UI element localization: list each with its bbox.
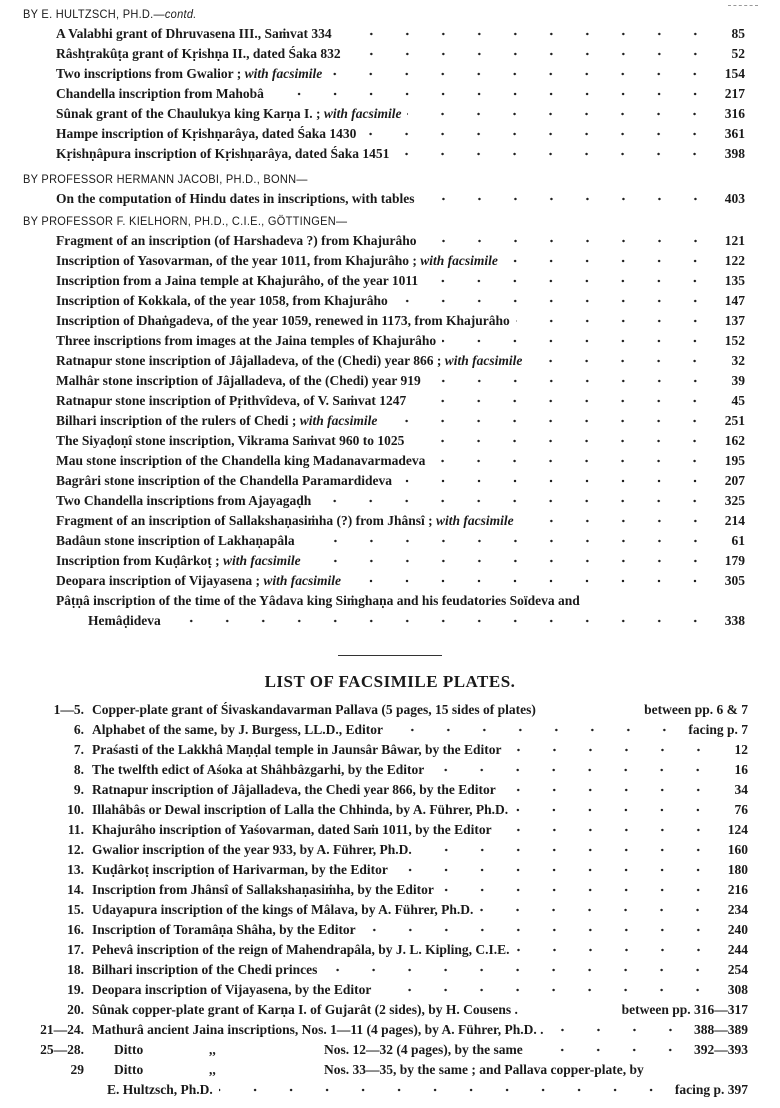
dot-leader (498, 828, 716, 832)
entry-facsimile-note: with facsimile (420, 253, 498, 268)
section-header (0, 211, 718, 231)
entry-text: The Siyaḍoṇî stone inscription, Vikrama Saṁvat 960 to 1025 (56, 433, 405, 448)
entry-title (56, 571, 341, 591)
entry-text: Chandella inscription from Mahobâ (56, 86, 264, 101)
plate-number: 12. (67, 842, 84, 857)
entry-text: Deopara inscription of Vijayasena ; (56, 573, 264, 588)
section-header-suffix: contd. (164, 7, 197, 21)
plate-entry (0, 920, 780, 940)
entry-title (56, 231, 417, 251)
dot-leader (395, 152, 713, 156)
plates-list (0, 700, 780, 1100)
entry-text: Mau stone inscription of the Chandella king Madanavarmadeva (56, 453, 426, 468)
contents-entry (0, 331, 780, 351)
entry-facsimile-note: with facsimile (223, 553, 301, 568)
plate-entry (0, 1000, 780, 1020)
dot-leader (542, 708, 638, 712)
plate-title: Gwalior inscription of the year 933, by A. Führer, Ph.D. (92, 842, 412, 857)
plate-page: 240 (727, 922, 748, 937)
entry-text: Inscription of Yasovarman, of the year 1011, from Khajurâho ; (56, 253, 421, 268)
contents-entry (0, 411, 780, 431)
ditto-text: Ditto (114, 1042, 144, 1057)
dot-leader (167, 619, 713, 623)
entry-title (56, 331, 436, 351)
page-number: 162 (724, 433, 745, 448)
plate-entry (0, 780, 780, 800)
dot-leader (529, 1048, 688, 1052)
plate-page: 388—389 (694, 1022, 748, 1037)
page-number: 32 (731, 353, 745, 368)
plate-number: 8. (73, 762, 84, 777)
plate-entry (0, 900, 780, 920)
dot-leader (502, 788, 716, 792)
plate-title-cont: E. Hultzsch, Ph.D. (107, 1082, 213, 1097)
plate-entry (0, 1040, 780, 1060)
entry-facsimile-note: with facsimile (436, 513, 514, 528)
plate-entry (0, 860, 780, 880)
contents-entry-continuation (0, 611, 780, 631)
page-number: 217 (724, 86, 745, 101)
contents-entry (0, 351, 780, 371)
dot-leader (516, 948, 716, 952)
plate-title: Bilhari inscription of the Chedi princes (92, 962, 318, 977)
entry-facsimile-note: with facsimile (263, 573, 341, 588)
dot-leader (479, 908, 716, 912)
plate-entry (0, 700, 780, 720)
plate-page: facing p. 397 (674, 1082, 748, 1097)
entry-title (56, 451, 425, 471)
plate-entry (0, 940, 780, 960)
page-number: 154 (724, 66, 745, 81)
dot-leader (528, 359, 713, 363)
dot-leader (423, 239, 714, 243)
entry-text: On the computation of Hindu dates in inscriptions, with tables (56, 191, 415, 206)
plate-title: Khajurâho inscription of Yaśovarman, dated Saṁ 1011, by the Editor (92, 822, 492, 837)
plate-page: 308 (727, 982, 748, 997)
contents-entry (0, 591, 780, 611)
dot-leader (394, 868, 716, 872)
plate-title: The twelfth edict of Aśoka at Shâhbâzgarhi, by the Editor (92, 762, 425, 777)
section-header (0, 169, 718, 189)
plate-entry (0, 720, 780, 740)
contents-entry (0, 104, 780, 124)
plate-number: 6. (73, 722, 84, 737)
plate-number: 13. (67, 862, 84, 877)
plate-number: 7. (73, 742, 84, 757)
entry-text: Badâun stone inscription of Lakhaṇapâla (56, 533, 295, 548)
plate-page: 160 (727, 842, 748, 857)
entry-text-cont: Hemâḍideva (88, 613, 161, 628)
plate-page: 234 (727, 902, 748, 917)
page-number: 85 (731, 26, 745, 41)
section-header-text: BY E. HULTZSCH, PH.D.— (23, 7, 165, 21)
dot-leader (550, 1028, 688, 1032)
ditto-mark: ,, (209, 1042, 216, 1057)
plate-number: 11. (67, 822, 84, 837)
plate-title: Nos. 12—32 (4 pages), by the same (324, 1042, 523, 1057)
plate-number: 14. (67, 882, 84, 897)
entry-title (56, 531, 295, 551)
plate-page: 254 (727, 962, 748, 977)
plate-entry (0, 960, 780, 980)
contents-entry (0, 231, 780, 251)
page-number: 214 (724, 513, 745, 528)
contents-entry (0, 371, 780, 391)
plate-page: 392—393 (694, 1042, 748, 1057)
entry-text: Hampe inscription of Kṛishṇarâya, dated Śaka 1430 (56, 126, 357, 141)
dot-leader (377, 988, 716, 992)
page-number: 361 (724, 126, 745, 141)
entry-text: Inscription from a Jaina temple at Khajurâho, of the year 1011 (56, 273, 419, 288)
plate-page: 16 (734, 762, 748, 777)
page-number: 39 (731, 373, 745, 388)
plate-number: 20. (67, 1002, 84, 1017)
entry-title (56, 471, 392, 491)
dot-leader (219, 1088, 669, 1092)
dot-leader (347, 52, 713, 56)
plate-entry (0, 760, 780, 780)
entry-title (56, 144, 389, 164)
plate-page: 124 (727, 822, 748, 837)
dot-leader (323, 968, 716, 972)
contents-entry (0, 291, 780, 311)
dot-leader (431, 459, 713, 463)
page-number: 305 (724, 573, 745, 588)
dot-leader (412, 399, 713, 403)
page-number: 325 (724, 493, 745, 508)
entry-text: Ratnapur stone inscription of Pṛithvîdeva, of V. Saṁvat 1247 (56, 393, 407, 408)
plate-number: 9. (73, 782, 84, 797)
page-number: 45 (731, 393, 745, 408)
entry-text: Ratnapur stone inscription of Jâjalladeva, of the (Chedi) year 866 ; (56, 353, 445, 368)
contents-entry (0, 471, 780, 491)
page-number: 121 (724, 233, 745, 248)
entry-text: Malhâr stone inscription of Jâjalladeva, of the (Chedi) year 919 (56, 373, 421, 388)
plate-entry-continuation (0, 1080, 780, 1100)
dot-leader (328, 72, 713, 76)
plate-page: 216 (727, 882, 748, 897)
entry-text: Inscription of Dhaṅgadeva, of the year 1059, renewed in 1173, from Khajurâho (56, 313, 510, 328)
dot-leader (338, 32, 713, 36)
page-number: 122 (724, 253, 745, 268)
dot-leader (424, 279, 713, 283)
section-2 (0, 211, 780, 631)
plate-number: 16. (67, 922, 84, 937)
entry-text: Inscription from Kuḍârkoṭ ; (56, 553, 224, 568)
contents-entry (0, 271, 780, 291)
entry-title (56, 391, 406, 411)
plate-entry (0, 1060, 780, 1080)
dot-leader (317, 499, 713, 503)
plate-title: Illahâbâs or Dewal inscription of Lalla the Chhinda, by A. Führer, Ph.D. (92, 802, 509, 817)
page-number: 195 (724, 453, 745, 468)
contents-entry (0, 551, 780, 571)
plate-page: 12 (734, 742, 748, 757)
contents-entry (0, 491, 780, 511)
plate-title: Copper-plate grant of Śivaskandavarman Pallava (5 pages, 15 sides of plates) (92, 702, 536, 717)
plate-number: 15. (67, 902, 84, 917)
entry-text: Râshṭrakûṭa grant of Kṛishṇa II., dated Śaka 832 (56, 46, 341, 61)
contents-entry (0, 311, 780, 331)
page-number: 179 (724, 553, 745, 568)
plate-number: 19. (67, 982, 84, 997)
page-number: 152 (724, 333, 745, 348)
entry-title (56, 431, 404, 451)
contents-entry (0, 431, 780, 451)
entry-title (56, 104, 401, 124)
entry-text: Fragment of an inscription of Sallakshaṇasiṁha (?) from Jhânsî ; (56, 513, 437, 528)
dot-leader (270, 92, 713, 96)
dot-leader (394, 299, 713, 303)
plate-page: between pp. 316—317 (621, 1002, 748, 1017)
entry-text: A Valabhi grant of Dhruvasena III., Saṁvat 334 (56, 26, 332, 41)
dot-leader (520, 519, 713, 523)
entry-text: Bilhari inscription of the rulers of Chedi ; (56, 413, 300, 428)
plate-entry (0, 1020, 780, 1040)
contents-entry (0, 511, 780, 531)
page-number: 52 (731, 46, 745, 61)
ditto-mark: ,, (209, 1062, 216, 1077)
contents-entry (0, 144, 780, 164)
page-number: 398 (724, 146, 745, 161)
plate-title: Mathurâ ancient Jaina inscriptions, Nos. 1—11 (4 pages), by A. Führer, Ph.D. . (92, 1022, 544, 1037)
plate-title: Nos. 33—35, by the same ; and Pallava copper-plate, by (324, 1062, 644, 1077)
entry-text: Pâṭṇâ inscription of the time of the Yâdava king Siṁghaṇa and his feudatories Soïdeva and (56, 593, 580, 608)
page-number: 251 (724, 413, 745, 428)
entry-title (56, 351, 522, 371)
dot-leader (442, 339, 713, 343)
contents-entry (0, 391, 780, 411)
entry-title (56, 411, 377, 431)
dot-leader (421, 197, 713, 201)
entry-text: Inscription of Kokkala, of the year 1058, from Khajurâho (56, 293, 388, 308)
dot-leader (347, 579, 713, 583)
plates-title: LIST OF FACSIMILE PLATES. (264, 672, 516, 691)
plate-entry (0, 800, 780, 820)
entry-title (56, 291, 388, 311)
plate-title: Inscription from Jhânsî of Sallakshaṇasiṁha, by the Editor (92, 882, 434, 897)
dot-leader (440, 888, 716, 892)
entry-title (56, 24, 332, 44)
plate-entry (0, 840, 780, 860)
entry-text: Bagrâri stone inscription of the Chandella Paramardideva (56, 473, 392, 488)
dot-leader (430, 768, 716, 772)
dot-leader (362, 132, 713, 136)
contents-entry (0, 84, 780, 104)
page-number: 137 (724, 313, 745, 328)
plate-page: 76 (734, 802, 748, 817)
entry-title (56, 189, 415, 209)
plate-number: 29 (70, 1062, 84, 1077)
entry-facsimile-note: with facsimile (444, 353, 523, 368)
dot-leader (383, 419, 713, 423)
plate-page: 180 (727, 862, 748, 877)
divider-rule (338, 655, 442, 656)
page-number: 147 (724, 293, 745, 308)
contents-entry (0, 64, 780, 84)
plate-number: 10. (67, 802, 84, 817)
dot-leader (301, 539, 713, 543)
entry-text: Two Chandella inscriptions from Ajayagaḍh (56, 493, 312, 508)
plate-title: Alphabet of the same, by J. Burgess, LL.D., Editor (92, 722, 384, 737)
entry-title (56, 84, 264, 104)
dot-leader (407, 112, 713, 116)
dot-leader (410, 439, 713, 443)
dot-leader (362, 928, 716, 932)
plate-number: 1—5. (53, 702, 84, 717)
dot-leader (389, 728, 682, 732)
plate-title: Deopara inscription of Vijayasena, by the Editor (92, 982, 372, 997)
plate-page: 244 (727, 942, 748, 957)
section-0 (0, 4, 780, 164)
plate-entry (0, 980, 780, 1000)
section-header (0, 4, 718, 24)
entry-title (56, 124, 356, 144)
plate-title: Ratnapur inscription of Jâjalladeva, the Chedi year 866, by the Editor (92, 782, 496, 797)
page-number: 61 (731, 533, 745, 548)
page-number: 316 (724, 106, 745, 121)
entry-text: Two inscriptions from Gwalior ; (56, 66, 245, 81)
ditto-text: Ditto (114, 1062, 144, 1077)
contents-entry (0, 571, 780, 591)
dot-leader (508, 748, 716, 752)
plate-number: 17. (67, 942, 84, 957)
entry-title (56, 271, 418, 291)
section-1 (0, 169, 780, 209)
page-number: 403 (724, 191, 745, 206)
entry-title (56, 511, 514, 531)
entry-facsimile-note: with facsimile (323, 106, 402, 121)
plate-title: Udayapura inscription of the kings of Mâlava, by A. Führer, Ph.D. (92, 902, 474, 917)
contents-entry (0, 451, 780, 471)
entry-text: Kṛishṇâpura inscription of Kṛishṇarâya, dated Śaka 1451 (56, 146, 390, 161)
plate-title: Kuḍârkoṭ inscription of Harivarman, by the Editor (92, 862, 388, 877)
plate-page: 34 (734, 782, 748, 797)
plate-entry (0, 740, 780, 760)
entry-text: Three inscriptions from images at the Jaina temples of Khajurâho (56, 333, 437, 348)
entry-title (56, 251, 498, 271)
plate-title: Praśasti of the Lakkhâ Maṇḍal temple in Jaunsâr Bâwar, by the Editor (92, 742, 502, 757)
dot-leader (418, 848, 716, 852)
plate-entry (0, 820, 780, 840)
dot-leader (524, 1008, 616, 1012)
contents-entry (0, 251, 780, 271)
plate-number: 18. (67, 962, 84, 977)
section-header-text: BY PROFESSOR F. KIELHORN, PH.D., C.I.E., GÖTTINGEN— (23, 214, 348, 228)
plate-number: 21—24. (40, 1022, 84, 1037)
section-header-text: BY PROFESSOR HERMANN JACOBI, PH.D., BONN— (23, 172, 308, 186)
contents-entry (0, 44, 780, 64)
entry-facsimile-note: with facsimile (244, 66, 323, 81)
dot-leader (427, 379, 713, 383)
dot-leader (514, 808, 716, 812)
entry-text: Fragment of an inscription (of Harshadeva ?) from Khajurâho (56, 233, 417, 248)
entry-title (56, 44, 341, 64)
contents-entry (0, 531, 780, 551)
entry-title (56, 591, 580, 611)
dot-leader (307, 559, 713, 563)
plate-entry (0, 880, 780, 900)
entry-facsimile-note: with facsimile (299, 413, 378, 428)
plate-title: Sûnak copper-plate grant of Karṇa I. of Gujarât (2 sides), by H. Cousens . (92, 1002, 518, 1017)
entry-title (56, 551, 301, 571)
contents-entry (0, 24, 780, 44)
entry-title (56, 64, 322, 84)
plate-page: facing p. 7 (688, 722, 748, 737)
contents-entry (0, 189, 780, 209)
entry-text: Sûnak grant of the Chaulukya king Karṇa I. ; (56, 106, 324, 121)
dot-leader (516, 319, 713, 323)
plate-page: between pp. 6 & 7 (644, 702, 748, 717)
plate-title: Pehevâ inscription of the reign of Mahendrapâla, by J. L. Kipling, C.I.E. (92, 942, 510, 957)
entry-title (56, 311, 510, 331)
dot-leader (504, 259, 713, 263)
page-number: 135 (724, 273, 745, 288)
entry-title (56, 371, 421, 391)
page-number: 338 (724, 613, 745, 628)
contents-entry (0, 124, 780, 144)
plate-number: 25—28. (40, 1042, 84, 1057)
dot-leader (398, 479, 713, 483)
entry-title (56, 491, 311, 511)
page-number: 207 (724, 473, 745, 488)
plate-title: Inscription of Toramâṇa Shâha, by the Editor (92, 922, 356, 937)
